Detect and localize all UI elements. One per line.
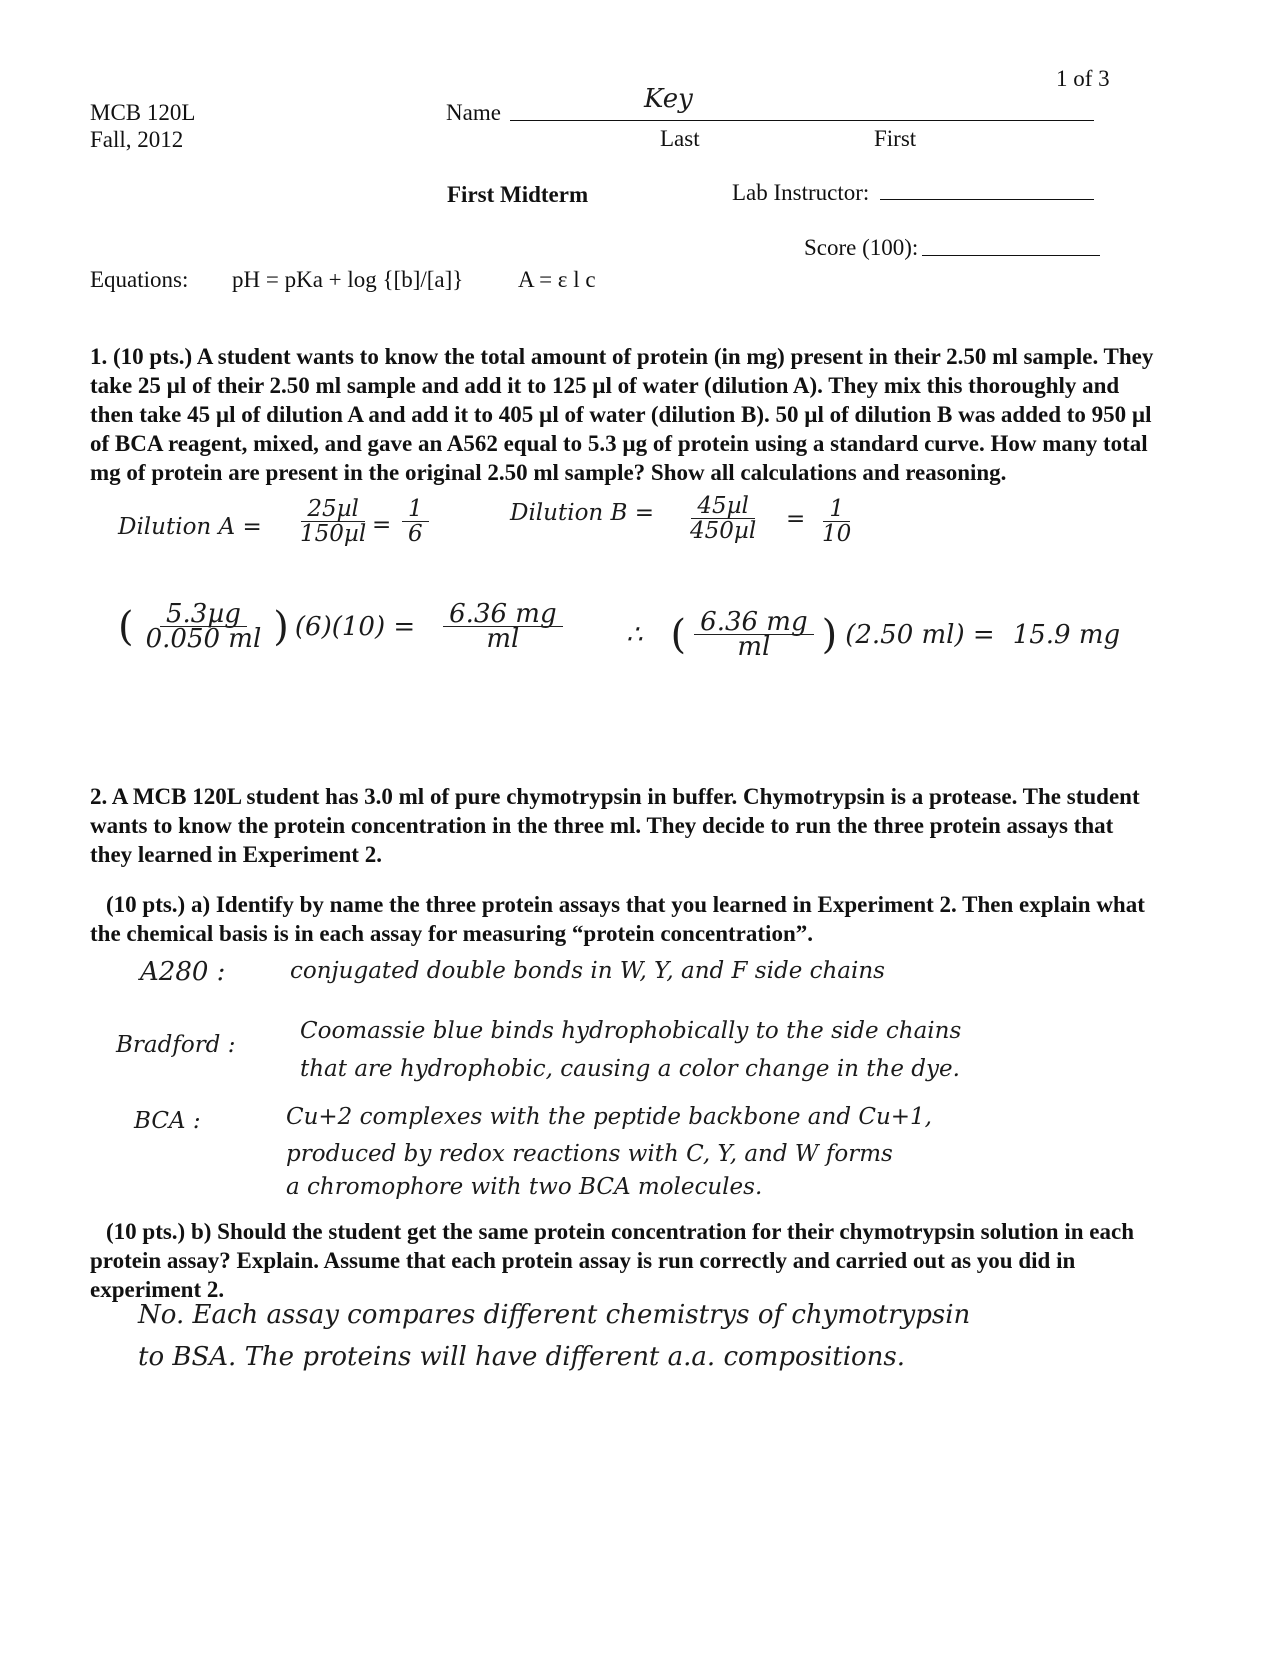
dilution-a-result-numerator: 1	[402, 497, 429, 522]
answer-bca-line-2: produced by redox reactions with C, Y, and W forms	[286, 1141, 893, 1167]
term: Fall, 2012	[90, 127, 184, 152]
equation-beer-lambert: A = ε l c	[518, 267, 596, 292]
answer-b-line-1: No. Each assay compares different chemistrys of chymotrypsin	[138, 1300, 971, 1330]
therefore-symbol: ∴	[626, 619, 643, 650]
calc-concentration: ( $\frac{\text{5.3µg}}{0.050 ml}$ ) (6)(10) = $\frac{6.36 mg}{ml}$	[118, 602, 563, 651]
calc2-denominator: ml	[737, 632, 771, 662]
page-number: 1 of 3	[1056, 66, 1110, 91]
answer-a280-line-1: conjugated double bonds in W, Y, and F side chains	[290, 958, 885, 984]
name-value: Key	[644, 84, 693, 114]
dilution-a-denominator: 150µl	[300, 521, 367, 547]
question-2b-text: (10 pts.) b) Should the student get the same protein concentration for their chymotrypsin solution in each protein assay? Explain. Assume that each protein assay is run correctly and carried out as you did in experiment 2.	[90, 1219, 1134, 1302]
dilution-a-label: Dilution A =	[118, 514, 262, 540]
final-answer: 15.9 mg	[1012, 619, 1121, 650]
answer-bca-line-3: a chromophore with two BCA molecules.	[286, 1174, 763, 1200]
calc1-denominator: 0.050 ml	[145, 624, 262, 654]
dilution-b-numerator: 45µl	[691, 494, 755, 519]
answer-bradford-line-1: Coomassie blue binds hydrophobically to the side chains	[300, 1018, 962, 1044]
answer-b-line-2: to BSA. The proteins will have different a.a. compositions.	[138, 1342, 906, 1372]
answer-bradford-label: Bradford :	[116, 1032, 236, 1058]
dilution-b-result	[816, 497, 857, 546]
calc1-factors: (6)(10) =	[294, 611, 416, 642]
lab-instructor-label: Lab Instructor:	[732, 180, 870, 205]
calc1-numerator: 5.3µg	[160, 602, 247, 627]
question-2-intro: 2. A MCB 120L student has 3.0 ml of pure chymotrypsin in buffer. Chymotrypsin is a protease. The student wants to know the protein concentration in the three ml. They decide to run the three protein assays that they learned in Experiment 2.	[90, 784, 1140, 867]
dilution-a-fraction	[294, 497, 372, 546]
score-line[interactable]	[922, 255, 1100, 256]
dilution-b-result-numerator: 1	[823, 497, 850, 522]
score-label: Score (100):	[804, 235, 919, 260]
answer-bradford-line-2: that are hydrophobic, causing a color change in the dye.	[300, 1056, 960, 1082]
calc2-factor: (2.50 ml) =	[845, 619, 995, 650]
lab-instructor-line[interactable]	[880, 199, 1094, 200]
question-2a-text: (10 pts.) a) Identify by name the three protein assays that you learned in Experiment 2. Then explain what the chemical basis is in each assay for measuring “protein concentration”.	[90, 892, 1145, 946]
dilution-b-denominator: 450µl	[690, 518, 757, 544]
calc1-result-numerator: 6.36 mg	[443, 602, 562, 627]
calc-total: ∴ ( $\frac{6.36 mg}{ml}$ ) (2.50 ml) = 15.9 mg	[626, 607, 1121, 662]
name-label: Name	[446, 100, 501, 125]
last-label: Last	[660, 126, 700, 151]
dilution-a-result	[402, 497, 429, 546]
first-label: First	[874, 126, 917, 151]
dilution-b-fraction	[684, 494, 762, 543]
name-line[interactable]	[510, 120, 1094, 121]
dilution-a-numerator: 25µl	[301, 497, 365, 522]
calc2-numerator: 6.36 mg	[694, 610, 813, 635]
dilution-a-result-denominator: 6	[408, 521, 423, 547]
equations-label: Equations:	[90, 267, 189, 292]
equation-henderson: pH = pKa + log {[b]/[a]}	[232, 267, 464, 292]
course-code: MCB 120L	[90, 100, 196, 125]
dilution-b-label: Dilution B =	[510, 500, 655, 526]
question-1-text: 1. (10 pts.) A student wants to know the total amount of protein (in mg) present in their 2.50 ml sample. They take 25 µl of their 2.50 ml sample and add it to 125 µl of water (dilution A). They mix this thoroughly and then take 45 µl of dilution A and add it to 405 µl of water (dilution B). 50 µl of dilution B was added to 950 µl of BCA reagent, mixed, and gave an A562 equal to 5.3 µg of protein using a standard curve. How many total mg of protein are present in the original 2.50 ml sample? Show all calculations and reasoning.	[90, 344, 1154, 485]
dilution-b-equals: =	[786, 506, 806, 532]
answer-bca-label: BCA :	[134, 1108, 201, 1134]
answer-bca-line-1: Cu+2 complexes with the peptide backbone and Cu+1,	[286, 1104, 932, 1130]
answer-a280-label: A280 :	[140, 957, 226, 987]
dilution-b-result-denominator: 10	[822, 521, 852, 547]
calc1-result-denominator: ml	[486, 624, 520, 654]
exam-title: First Midterm	[447, 182, 589, 207]
dilution-a-equals: =	[372, 512, 392, 538]
